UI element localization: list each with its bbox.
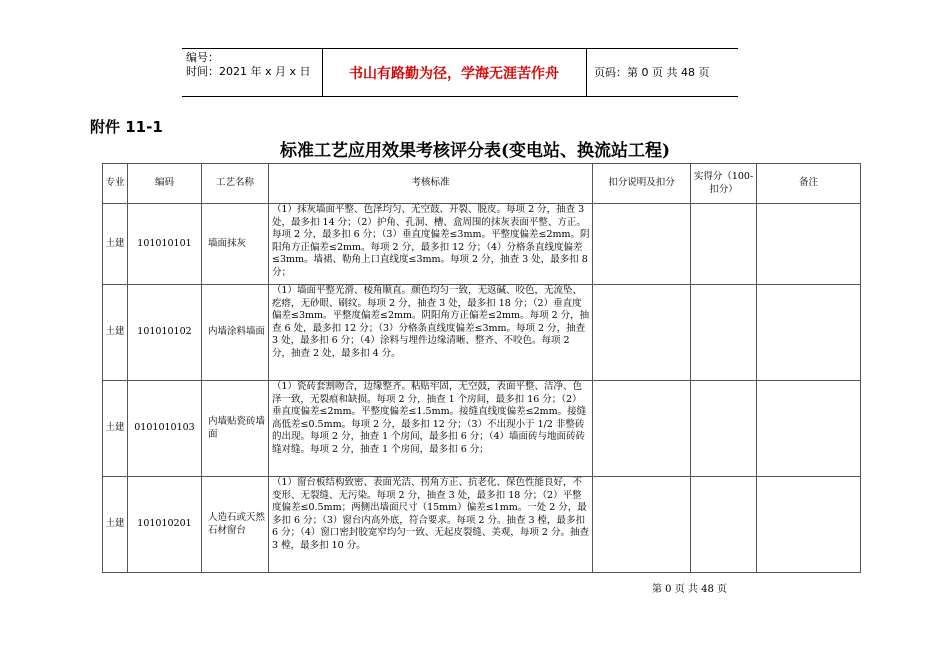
- cell-code: 101010101: [128, 204, 202, 285]
- cell-deduction[interactable]: [593, 477, 691, 573]
- table-row: [103, 477, 861, 573]
- page-footer: 第 0 页 共 48 页: [652, 584, 727, 595]
- cell-deduction[interactable]: [593, 204, 691, 285]
- cell-remarks[interactable]: [757, 285, 861, 381]
- cell-code: 101010201: [128, 477, 202, 573]
- cell-code: 0101010103: [128, 381, 202, 477]
- cell-remarks[interactable]: [757, 381, 861, 477]
- table-header-row: [103, 164, 861, 204]
- cell-criteria: （1）窗台板结构致密、表面光洁、拐角方正、抗老化、保色性能良好，不变形、无裂缝、无污染。每项 2 分，抽查 3 处，最多扣 18 分；（2）平整度偏差≤0.5mm；两侧出墙面尺寸（15mm）偏差≤1mm。一处 2 分，最多扣 6 分；（3）窗台内高外底，符合要求。每项 2 分。抽查 3 樘，最多扣 6 分；（4）窗口密封胶宽窄均匀一致、无起皮裂缝、美观，每项 2 分。抽查 3 樘，最多扣 10 分。: [269, 477, 593, 573]
- page-info: 页码：第 0 页 共 48 页: [594, 66, 710, 79]
- cell-criteria: （1）抹灰墙面平整、色泽均匀、无空鼓、开裂、脱皮。每项 2 分，抽查 3 处，最多扣 14 分；（2）护角、孔洞、槽、盒周围的抹灰表面平整、方正。每项 2 分，最多扣 6 分；（3）垂直度偏差≤3mm。平整度偏差≤2mm。阴阳角方正偏差≤2mm。每项 2 分，最多扣 12 分；（4）分格条直线度偏差≤3mm。墙裙、勒角上口直线度≤3mm。每项 2 分，抽查 3 处，最多扣 8 分；: [269, 204, 593, 285]
- appendix-label: 附件 11-1: [90, 118, 163, 136]
- cell-process: 墙面抹灰: [202, 204, 269, 285]
- cell-remarks[interactable]: [757, 204, 861, 285]
- cell-deduction[interactable]: [593, 285, 691, 381]
- table-row: [103, 285, 861, 381]
- column-header-deduction: 扣分说明及扣分: [593, 164, 691, 204]
- header-divider: [586, 48, 587, 96]
- cell-actual[interactable]: [691, 381, 757, 477]
- score-table: [102, 163, 861, 573]
- cell-process: 内墙涂料墙面: [202, 285, 269, 381]
- column-header-remarks: 备注: [757, 164, 861, 204]
- column-header-code: 编码: [128, 164, 202, 204]
- cell-major: 土建: [103, 477, 128, 573]
- column-header-major: 专业: [103, 164, 128, 204]
- cell-major: 土建: [103, 204, 128, 285]
- cell-remarks[interactable]: [757, 477, 861, 573]
- cell-code: 101010102: [128, 285, 202, 381]
- column-header-criteria: 考核标准: [269, 164, 593, 204]
- cell-actual[interactable]: [691, 285, 757, 381]
- cell-criteria: （1）瓷砖套割吻合，边缘整齐。粘贴牢固，无空鼓，表面平整、洁净、色泽一致，无裂痕和缺损。每项 2 分，抽查 1 个房间，最多扣 16 分；（2）垂直度偏差≤2mm。平整度偏差≤1.5mm。接缝直线度偏差≤2mm。接缝高低差≤0.5mm。每项 2 分，最多扣 12 分；（3）不出现小于 1/2 非整砖的出现。每项 2 分，抽查 1 个房间，最多扣 6 分；（4）墙面砖与地面砖砖缝对缝。每项 2 分，抽查 1 个房间，最多扣 6 分；: [269, 381, 593, 477]
- table-row: [103, 381, 861, 477]
- header-top-rule: [182, 48, 738, 49]
- cell-actual[interactable]: [691, 477, 757, 573]
- cell-deduction[interactable]: [593, 381, 691, 477]
- time-label: 时间：2021 年 x 月 x 日: [186, 65, 311, 78]
- header-bottom-rule: [182, 96, 738, 97]
- cell-process: 内墙贴瓷砖墙面: [202, 381, 269, 477]
- cell-process: 人造石或天然石材窗台: [202, 477, 269, 573]
- serial-label: 编号：: [186, 51, 219, 64]
- header-divider: [322, 48, 323, 96]
- document-title: 标准工艺应用效果考核评分表(变电站、换流站工程): [279, 141, 671, 161]
- column-header-actual: 实得分（100-扣分）: [691, 164, 757, 204]
- table-row: [103, 204, 861, 285]
- cell-criteria: （1）墙面平整光滑、棱角顺直。颜色均匀一致，无返碱、咬色，无流坠、疙瘩，无砂眼、刷纹。每项 2 分，抽查 3 处，最多扣 18 分；（2）垂直度偏差≤3mm。平整度偏差≤2mm。阴阳角方正偏差≤2mm。每项 2 分，抽查 6 处，最多扣 12 分；（3）分格条直线度偏差≤3mm。每项 2 分，抽查 3 处，最多扣 6 分；（4）涂料与埋件边缘清晰、整齐、不咬色。每项 2 分，抽查 2 处，最多扣 4 分。: [269, 285, 593, 381]
- motto: 书山有路勤为径，学海无涯苦作舟: [349, 66, 559, 82]
- column-header-process: 工艺名称: [202, 164, 269, 204]
- cell-major: 土建: [103, 285, 128, 381]
- cell-actual[interactable]: [691, 204, 757, 285]
- cell-major: 土建: [103, 381, 128, 477]
